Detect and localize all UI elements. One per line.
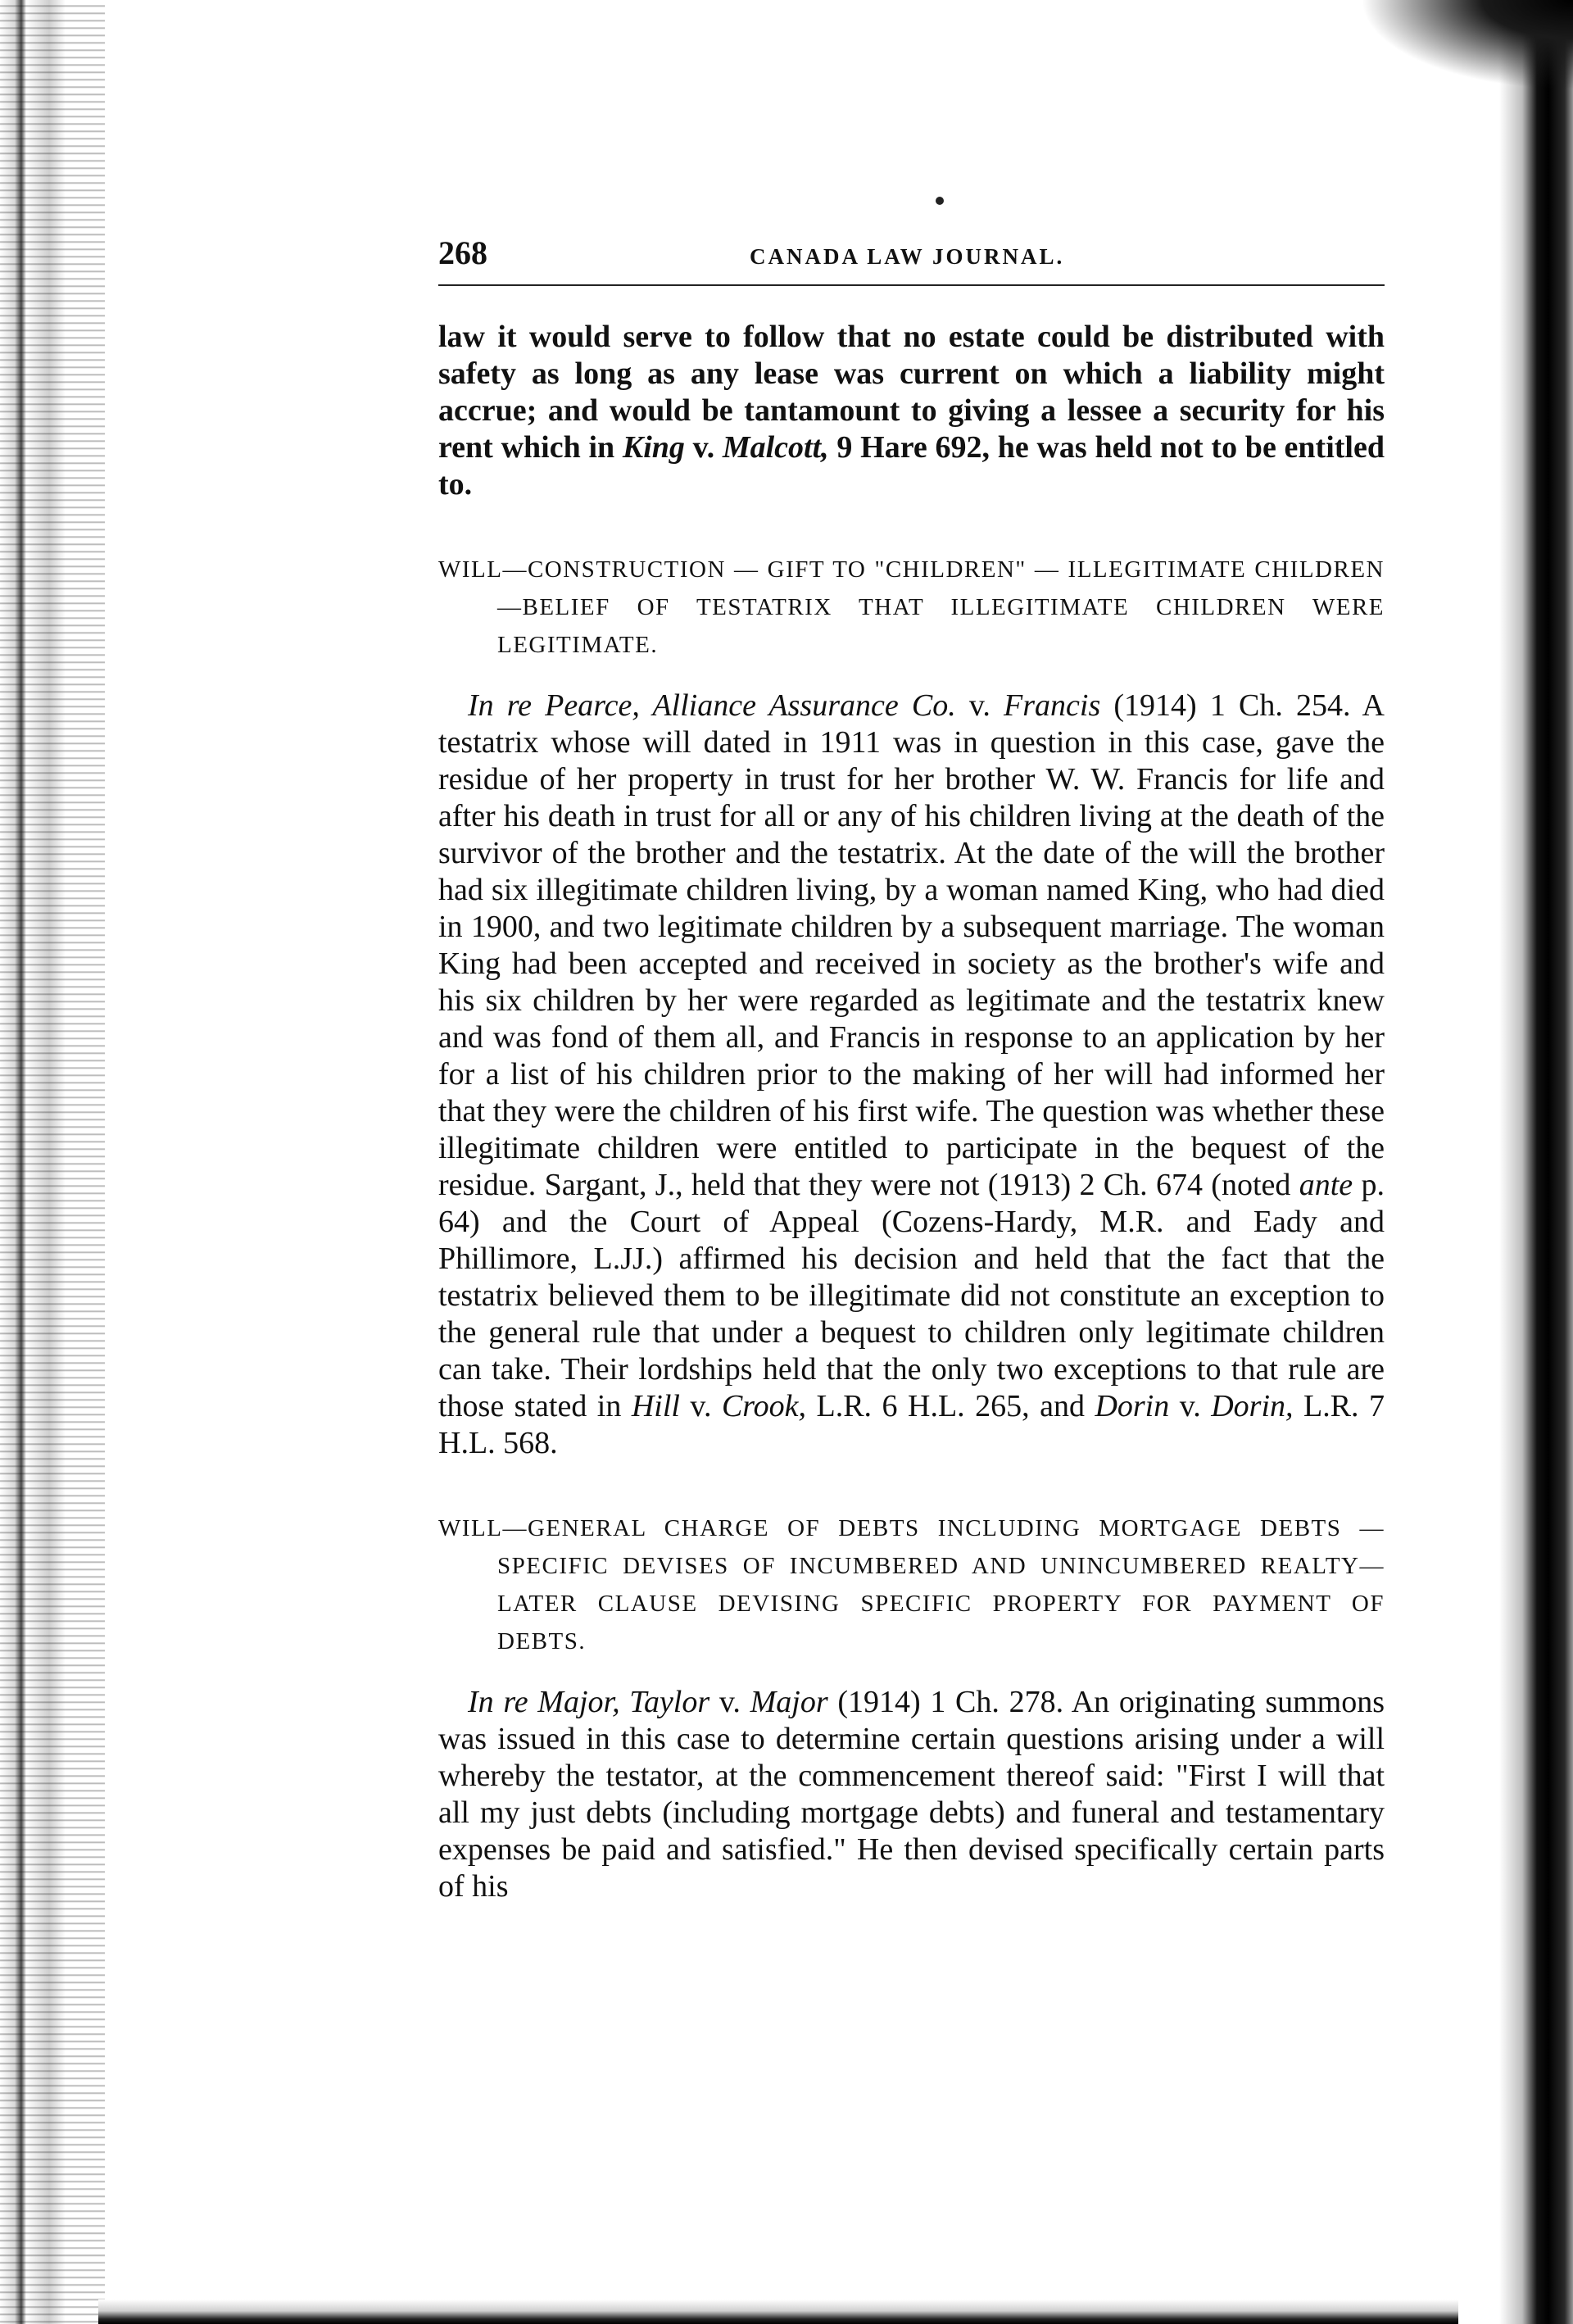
scan-corner-shadow: [1360, 0, 1573, 90]
versus: v.: [709, 1685, 750, 1719]
case-end: L.R. 7 H.L. 568.: [438, 1389, 1385, 1460]
case-dorin-2: Dorin,: [1211, 1389, 1294, 1423]
section-headnote-2: WILL—GENERAL CHARGE OF DEBTS INCLUDING MORTGAGE DEBTS —SPECIFIC DEVISES OF INCUMBERED AND UNINCUMBERED REALTY—LATER CLAUSE DEVISING SPECIFIC PROPERTY FOR PAYMENT OF DEBTS.: [438, 1515, 1385, 1654]
case-citation: In re Pearce, Alliance Assurance Co.: [468, 688, 956, 723]
journal-page: [438, 234, 1385, 1905]
section-headnote-1: WILL—CONSTRUCTION — GIFT TO "CHILDREN" — ILLEGITIMATE CHILDREN—BELIEF OF TESTATRIX THAT ILLEGITIMATE CHILDREN WERE LEGITIMATE.: [438, 556, 1385, 658]
case-hill: Hill: [631, 1389, 680, 1423]
scan-left-edge: [0, 0, 105, 2324]
citation-ref: (1914) 1 Ch. 254.: [1100, 688, 1351, 723]
scan-bottom-edge: [98, 2299, 1458, 2324]
versus: v.: [1169, 1389, 1212, 1423]
case-paragraph-1: [438, 688, 1385, 1462]
case-party: Francis: [1004, 688, 1101, 723]
journal-title: CANADA LAW JOURNAL.: [750, 244, 1065, 269]
case-body: A testatrix whose will dated in 1911 was in question in this case, gave the residue of her property in trust for her brother W. W. Francis for life and after his death in trust for all or any of his children living at the death of the survivor of the brother and the testatrix. At the date of the will the brother had six illegitimate children living, by a woman named King, who had died in 1900, and two legitimate children by a subsequent marriage. The woman King had been accepted and received in society as the brother's wife and his six children by her were regarded as legitimate and the testatrix knew and was fond of them all, and Francis in response to an application by her for a list of his children prior to the making of her will had informed her that they were the children of his first wife. The question was whether these illegitimate children were entitled to participate in the bequest of the residue. Sargant, J., held that they were not (1913) 2 Ch. 674 (noted: [438, 688, 1385, 1202]
ink-speck: [936, 197, 944, 205]
ante-word: ante: [1299, 1168, 1353, 1202]
case-party: Major: [750, 1685, 828, 1719]
case-name-king: King: [622, 430, 685, 465]
page-number: 268: [438, 234, 487, 271]
case-crook: Crook,: [721, 1389, 807, 1423]
case-paragraph-2: [438, 1684, 1385, 1905]
case-mid: L.R. 6 H.L. 265, and: [806, 1389, 1095, 1423]
case-body: An originating summons was issued in this case to determine certain questions arising under a will whereby the testator, at the commencement thereof said: "First I will that all my just debts (including mortgage debts) and funeral and testamentary expenses be paid and satisfied." He then devised specifically certain parts of his: [438, 1685, 1385, 1904]
para-tail: 9 Hare 692, he was held not to be entitled to.: [438, 430, 1385, 502]
versus: v.: [679, 1389, 722, 1423]
case-citation: In re Major, Taylor: [468, 1685, 710, 1719]
scan-right-edge: [1442, 0, 1573, 2324]
versus: v.: [955, 688, 1004, 723]
case-name-malcott: Malcott,: [722, 430, 829, 465]
page-header: [438, 234, 1385, 286]
citation-ref: (1914) 1 Ch. 278.: [827, 1685, 1064, 1719]
case-body-cont: p. 64) and the Court of Appeal (Cozens-Hardy, M.R. and Eady and Phillimore, L.JJ.) affirmed his decision and held that the fact that the testatrix believed them to be illegitimate did not constitute an exception to the general rule that under a bequest to children only legitimate children can take. Their lordships held that the only two exceptions to that rule are those stated in: [438, 1168, 1385, 1423]
continued-paragraph: [438, 319, 1385, 503]
versus: v.: [684, 430, 723, 465]
case-dorin: Dorin: [1095, 1389, 1170, 1423]
para-text: law it would serve to follow that no estate could be distributed with safety as long as any lease was current on which a liability might accrue; and would be tantamount to giving a lessee a security for his rent which in: [438, 320, 1385, 465]
